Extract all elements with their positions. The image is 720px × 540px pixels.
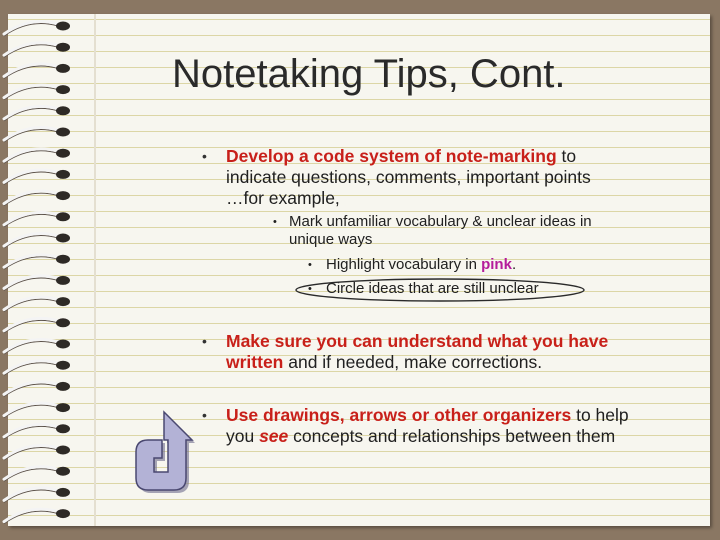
spiral-ring <box>4 467 70 482</box>
spiral-ring <box>4 382 70 397</box>
u-turn-arrow-icon <box>128 404 218 496</box>
see-word: see <box>259 426 289 446</box>
pink-word: pink <box>481 256 512 273</box>
spiral-ring <box>4 276 70 291</box>
spiral-ring <box>4 403 70 418</box>
bullet-marker: • <box>202 148 207 164</box>
bullet-highlight: Use drawings, arrows or other organizers <box>226 405 572 425</box>
bullet-code-system <box>202 146 666 209</box>
spiral-ring <box>4 424 70 439</box>
spiral-ring <box>4 170 70 185</box>
bullet-highlight: Develop a code system of note-marking <box>226 146 557 166</box>
bullet-text: you <box>226 426 260 446</box>
spiral-ring <box>4 149 70 164</box>
sub-bullet-text: Mark unfamiliar vocabulary & unclear ideas in <box>289 213 592 230</box>
subsub-text: Circle ideas that are still unclear <box>326 280 539 297</box>
bullet-highlight: Make sure you can understand what you have <box>226 331 609 351</box>
bullet-text: to help <box>571 405 629 425</box>
spiral-ring <box>4 318 70 333</box>
spiral-ring <box>4 488 70 503</box>
spiral-ring <box>4 128 70 143</box>
spiral-ring <box>4 85 70 100</box>
slide-title: Notetaking Tips, Cont. <box>172 52 566 96</box>
bullet-marker: • <box>308 259 312 271</box>
sub-bullet-text: unique ways <box>289 231 373 248</box>
spiral-ring <box>4 361 70 376</box>
subsub-text: . <box>511 256 517 273</box>
bullet-text: to <box>556 146 577 166</box>
bullet-marker: • <box>273 216 277 228</box>
spiral-ring <box>4 340 70 355</box>
spiral-binding-icon <box>0 14 90 526</box>
bullet-marker: • <box>202 407 207 423</box>
bullet-drawings <box>202 405 686 447</box>
bullet-understand <box>202 331 676 373</box>
spiral-ring <box>4 43 70 58</box>
bullet-marker: • <box>202 333 207 349</box>
spiral-ring <box>4 297 70 312</box>
subsub-bullet-highlight-pink <box>308 256 517 274</box>
spiral-ring <box>4 22 70 37</box>
spiral-ring <box>4 234 70 249</box>
bullet-text: and if needed, make corrections. <box>283 352 543 372</box>
sub-bullet-mark-vocabulary <box>273 213 669 249</box>
bullet-text: indicate questions, comments, important points <box>226 167 591 187</box>
spiral-ring <box>4 64 70 79</box>
margin-line <box>94 14 96 526</box>
spiral-ring <box>4 255 70 270</box>
spiral-ring <box>4 446 70 461</box>
spiral-ring <box>4 106 70 121</box>
subsub-text: Highlight vocabulary in <box>326 256 482 273</box>
spiral-ring <box>4 509 70 523</box>
spiral-ring <box>4 212 70 227</box>
bullet-highlight: written <box>226 352 284 372</box>
hand-drawn-circle-icon <box>292 276 588 304</box>
bullet-text: concepts and relationships between them <box>288 426 616 446</box>
bullet-text: …for example, <box>226 188 340 208</box>
spiral-ring <box>4 191 70 206</box>
bullet-marker: • <box>308 283 312 295</box>
